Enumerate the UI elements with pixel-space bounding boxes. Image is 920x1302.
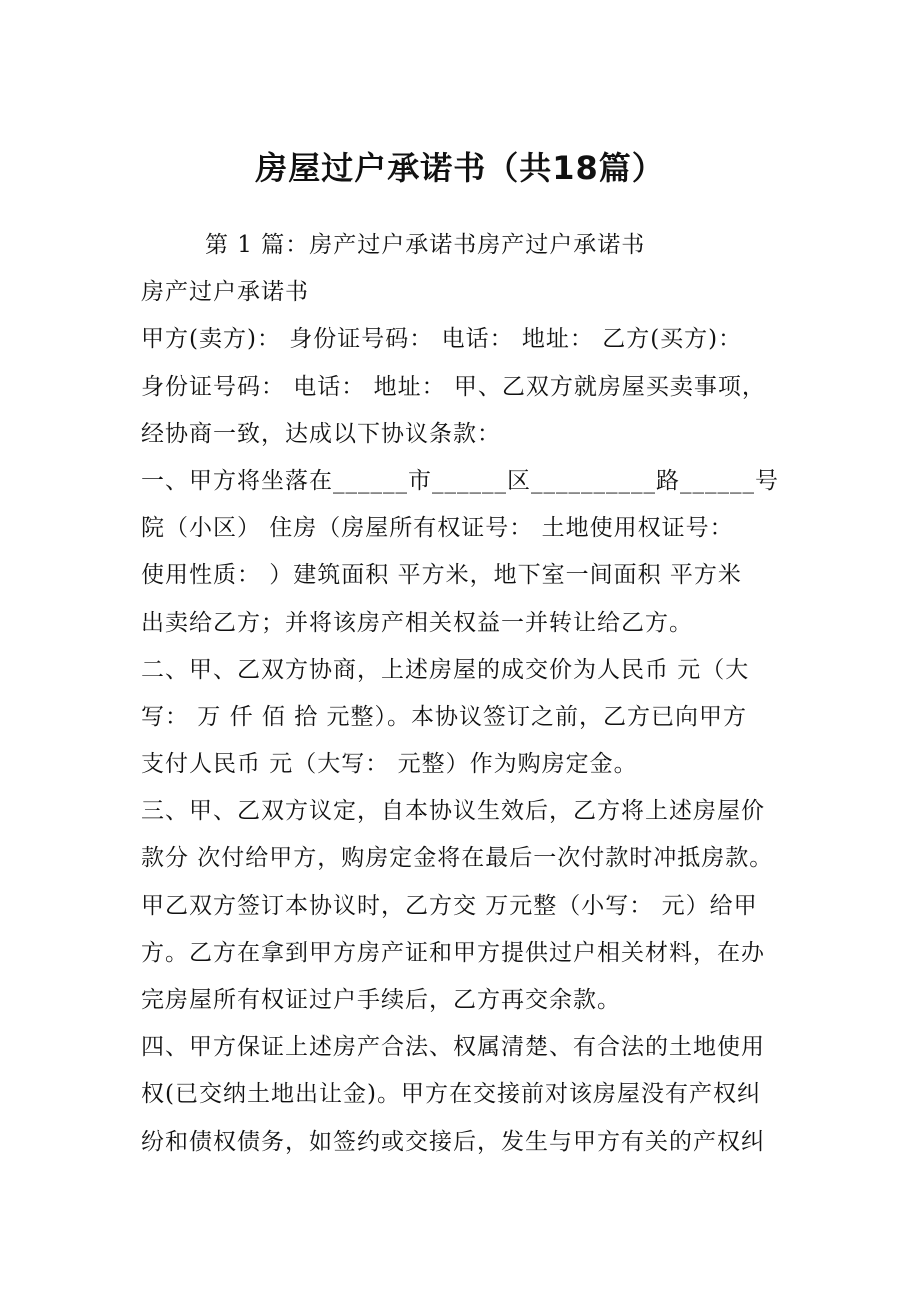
- paragraph-line: 甲方(卖方)： 身份证号码： 电话： 地址： 乙方(买方)：: [141, 326, 743, 353]
- paragraph-line: 完房屋所有权证过户手续后，乙方再交余款。: [141, 987, 621, 1013]
- paragraph-line: 二、甲、乙双方协商，上述房屋的成交价为人民币 元（大: [141, 656, 750, 683]
- paragraph-line: 院（小区） 住房（房屋所有权证号： 土地使用权证号：: [141, 515, 734, 542]
- paragraph-line: 方。乙方在拿到甲方房产证和甲方提供过户相关材料，在办: [141, 939, 765, 966]
- paragraph-line: 身份证号码： 电话： 地址： 甲、乙双方就房屋买卖事项，: [141, 373, 766, 400]
- paragraph-line: 款分 次付给甲方，购房定金将在最后一次付款时冲抵房款。: [141, 845, 774, 872]
- paragraph-line: 写： 万 仟 佰 拾 元整）。本协议签订之前，乙方已向甲方: [141, 703, 748, 730]
- paragraph-line: 权(已交纳土地出让金)。甲方在交接前对该房屋没有产权纠: [141, 1081, 761, 1108]
- document-body: [141, 222, 791, 1166]
- paragraph-line: 三、甲、乙双方议定，自本协议生效后，乙方将上述房屋价: [141, 798, 765, 825]
- paragraph-line: 使用性质： ）建筑面积 平方米，地下室一间面积 平方米: [141, 562, 742, 589]
- paragraph-line: 一、甲方将坐落在______市______区__________路______号: [141, 467, 779, 494]
- paragraph-line: 四、甲方保证上述房产合法、权属清楚、有合法的土地使用: [141, 1034, 765, 1061]
- paragraph-line: 出卖给乙方；并将该房产相关权益一并转让给乙方。: [141, 609, 693, 636]
- paragraph-line: 甲乙双方签订本协议时，乙方交 万元整（小写： 元）给甲: [141, 892, 758, 919]
- paragraph-line: 纷和债权债务，如签约或交接后，发生与甲方有关的产权纠: [141, 1128, 765, 1155]
- paragraph-line-chapter-heading: 第 1 篇：房产过户承诺书房产过户承诺书: [205, 232, 646, 258]
- document-title: 房屋过户承诺书（共18篇）: [255, 149, 665, 187]
- paragraph-line: 支付人民币 元（大写： 元整）作为购房定金。: [141, 751, 638, 778]
- paragraph-line-subtitle: 房产过户承诺书: [141, 279, 309, 306]
- paragraph-line: 经协商一致，达成以下协议条款：: [141, 420, 501, 447]
